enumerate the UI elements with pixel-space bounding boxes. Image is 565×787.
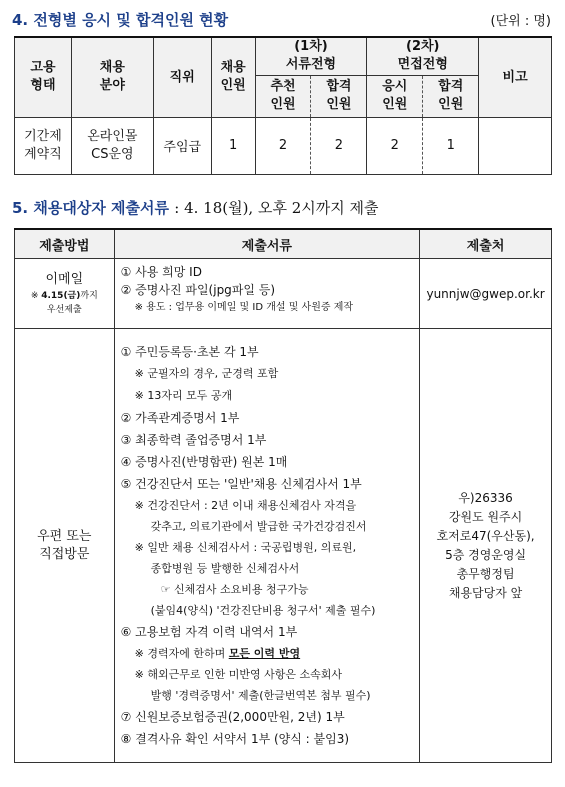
unit-label: (단위 : 명) [490, 14, 551, 29]
header-r1-recommended: 추천 인원 [255, 75, 311, 117]
post-docs: ① 주민등록등·초본 각 1부 ※ 군필자의 경우, 군경력 포함 ※ 13자리 모두 공개 ② 가족관계증명서 1부 ③ 최종학력 졸업증명서 1부 ④ 증명사진(반명함판) 원본 1매 ⑤ 건강진단서 또는 '일반'채용 신체검사서 1부 ※ 건강진단서 : 2년 이내 채용신체검사 자격을 갖추고, 의료기관에서 발급한 국가건강검진서 ※ 일반 채용 신체검사서 : 국공립병원, 의료원, 종합병원 등 발행한 신체검사서 ☞ 신체검사 소요비용 청구가능 (붙임4(양식) '건강진단비용 청구서' 제출 필수) ⑥ 고용보험 자격 이력 내역서 1부 ※ 경력자에 한하며 모든 이력 반영 ※ 해외근무로 인한 미반영 사항은 소속회사 발행 '경력증명서' 제출(한글번역본 첨부 필수) ⑦ 신원보증보험증권(2,000만원, 2년) 1부 ⑧ 결격사유 확인 서약서 1부 (양식 : 붙임3) [114, 329, 420, 763]
cell-hires: 1 [211, 117, 255, 174]
section5-number: 5. [12, 199, 29, 217]
email-docs: ① 사용 희망 ID ② 증명사진 파일(jpg파일 등) ※ 용도 : 업무용 이메일 및 ID 개설 및 사원증 제작 [114, 259, 420, 329]
section5-title [12, 197, 378, 218]
section5-title-text: 채용대상자 제출서류 [33, 199, 170, 217]
header-remarks: 비고 [479, 37, 552, 117]
header-hires: 채용 인원 [211, 37, 255, 117]
table-row [15, 259, 552, 329]
section4-title [12, 9, 228, 30]
cell-position: 주임급 [153, 117, 211, 174]
section5-deadline: : 4. 18(월), 오후 2시까지 제출 [174, 199, 379, 217]
cell-r1-recommended: 2 [255, 117, 311, 174]
email-method: 이메일 ※ 4.15(금)까지 우선제출 [15, 259, 115, 329]
post-address: 우)26336 강원도 원주시 호저로47(우산동), 5층 경영운영실 총무행정팀 채용담당자 앞 [420, 329, 552, 763]
table-row [15, 117, 552, 174]
header-dest: 제출처 [420, 229, 552, 259]
header-r2-passed: 합격 인원 [423, 75, 479, 117]
section4-title-text: 전형별 응시 및 합격인원 현황 [33, 11, 229, 29]
header-r1-passed: 합격 인원 [311, 75, 367, 117]
header-round2: (2차) 면접전형 [367, 37, 479, 75]
header-employment-type: 고용 형태 [15, 37, 72, 117]
documents-table [14, 228, 552, 763]
header-docs: 제출서류 [114, 229, 420, 259]
header-method: 제출방법 [15, 229, 115, 259]
section4-number: 4. [12, 11, 29, 29]
cell-r1-passed: 2 [311, 117, 367, 174]
applicants-table [14, 36, 552, 175]
cell-field: 온라인몰 CS운영 [71, 117, 153, 174]
cell-r2-passed: 1 [423, 117, 479, 174]
post-method: 우편 또는 직접방문 [15, 329, 115, 763]
cell-type: 기간제 계약직 [15, 117, 72, 174]
cell-remarks [479, 117, 552, 174]
header-field: 채용 분야 [71, 37, 153, 117]
email-address: yunnjw@gwep.or.kr [420, 259, 552, 329]
header-round1: (1차) 서류전형 [255, 37, 367, 75]
table-row [15, 329, 552, 763]
header-position: 직위 [153, 37, 211, 117]
header-r2-applied: 응시 인원 [367, 75, 423, 117]
cell-r2-applied: 2 [367, 117, 423, 174]
